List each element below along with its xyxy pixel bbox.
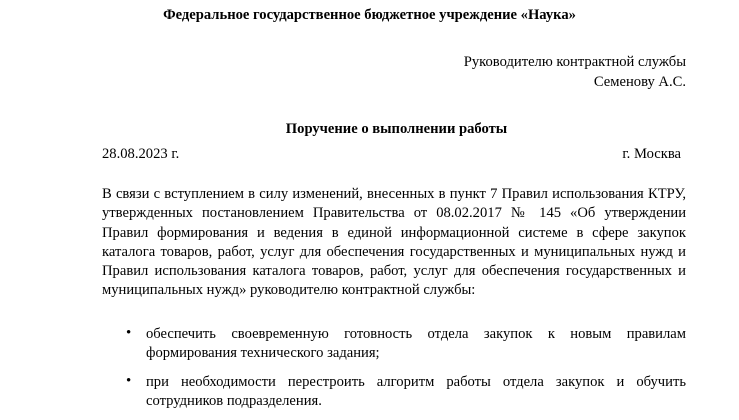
document-title: Поручение о выполнении работы: [285, 121, 508, 137]
document-date: 28.08.2023 г.: [102, 146, 180, 162]
document-city: г. Москва: [622, 146, 681, 162]
instruction-list: [102, 325, 686, 420]
bullet-icon: •: [126, 325, 132, 341]
bullet-icon: •: [126, 372, 132, 389]
document-body: В связи с вступлением в силу изменений, внесенных в пункт 7 Правил использования КТРУ, утвержденных постановлением Правительства от 08.02.2017 № 145 «Об утверждении Правил формирования и ведения в единой информационной системе в сфере закупок каталога товаров, работ, услуг для обеспечения государственных и муниципальных нужд и Правил использования каталога товаров, работ, услуг для обеспечения государственных и муниципальных нужд» руководителю контрактной службы:: [102, 186, 686, 299]
list-item-text: при необходимости перестроить алгоритм работы отдела закупок и обучить сотрудников подразделения.: [146, 373, 686, 409]
list-item: [102, 325, 686, 364]
organization-name: Федеральное государственное бюджетное учреждение «Наука»: [163, 7, 576, 23]
list-item: [102, 373, 686, 412]
addressee-name: Семенову А.С.: [593, 74, 686, 90]
addressee-position: Руководителю контрактной службы: [463, 54, 686, 70]
addressee-block: [464, 52, 686, 92]
list-item-text: обеспечить своевременную готовность отдела закупок к новым правилам формирования технического задания;: [146, 326, 686, 362]
